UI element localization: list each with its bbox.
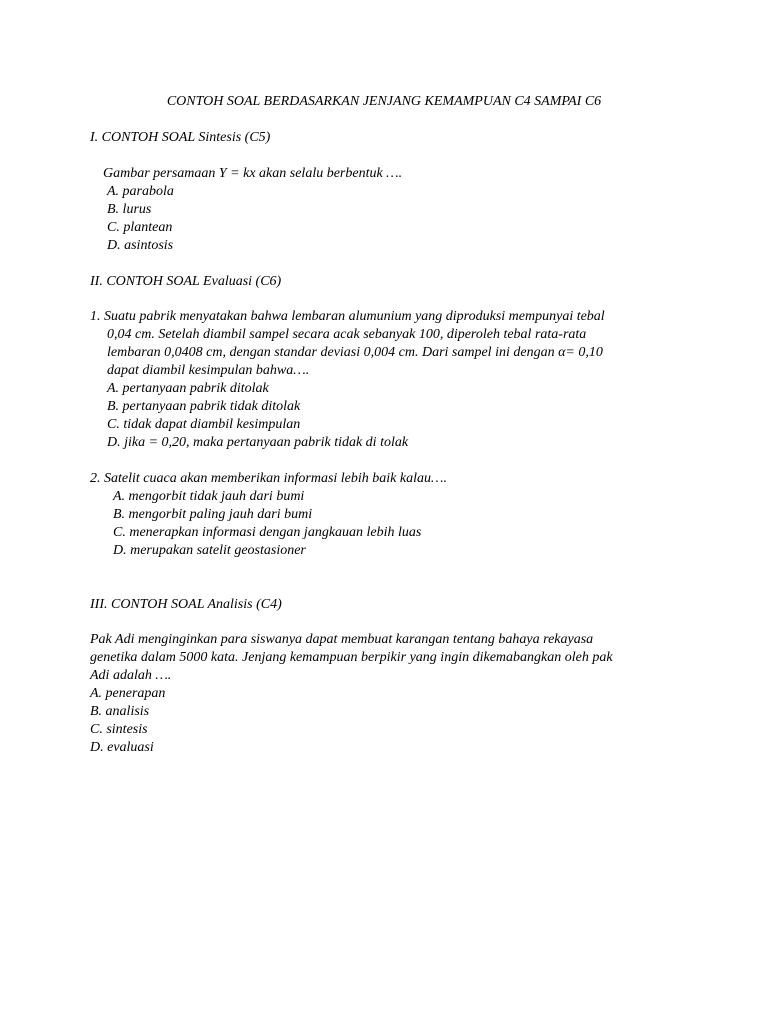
answer-option: B. analisis — [90, 704, 150, 719]
section-heading-analisis: III. CONTOH SOAL Analisis (C4) — [90, 597, 282, 612]
answer-option: D. asintosis — [107, 238, 174, 253]
answer-option: A. parabola — [107, 184, 174, 199]
question-text: 2. Satelit cuaca akan memberikan informasi lebih baik kalau…. — [90, 471, 447, 486]
answer-option: B. mengorbit paling jauh dari bumi — [113, 507, 313, 522]
question-text: dapat diambil kesimpulan bahwa…. — [107, 363, 310, 378]
answer-option: B. pertanyaan pabrik tidak ditolak — [107, 399, 301, 414]
answer-option: D. jika = 0,20, maka pertanyaan pabrik tidak di tolak — [107, 435, 409, 450]
document-title: CONTOH SOAL BERDASARKAN JENJANG KEMAMPUAN C4 SAMPAI C6 — [166, 94, 602, 109]
answer-option: C. sintesis — [90, 722, 148, 737]
question-text: Adi adalah …. — [90, 668, 172, 683]
section-heading-evaluasi: II. CONTOH SOAL Evaluasi (C6) — [90, 274, 282, 289]
answer-option: C. plantean — [107, 220, 173, 235]
question-text: Gambar persamaan Y = kx akan selalu berbentuk …. — [103, 166, 403, 181]
question-text: 1. Suatu pabrik menyatakan bahwa lembaran alumunium yang diproduksi mempunyai tebal — [90, 309, 605, 324]
question-text: genetika dalam 5000 kata. Jenjang kemampuan berpikir yang ingin dikemabangkan oleh pak — [90, 650, 613, 665]
answer-option: B. lurus — [107, 202, 152, 217]
answer-option: A. penerapan — [90, 686, 166, 701]
answer-option: C. menerapkan informasi dengan jangkauan lebih luas — [113, 525, 422, 540]
question-text: 0,04 cm. Setelah diambil sampel secara acak sebanyak 100, diperoleh tebal rata-rata — [107, 327, 587, 342]
answer-option: A. pertanyaan pabrik ditolak — [107, 381, 269, 396]
answer-option: C. tidak dapat diambil kesimpulan — [107, 417, 301, 432]
answer-option: A. mengorbit tidak jauh dari bumi — [113, 489, 305, 504]
section-heading-sintesis: I. CONTOH SOAL Sintesis (C5) — [90, 130, 271, 145]
question-text: Pak Adi menginginkan para siswanya dapat membuat karangan tentang bahaya rekayasa — [90, 632, 594, 647]
question-text: lembaran 0,0408 cm, dengan standar deviasi 0,004 cm. Dari sampel ini dengan α= 0,10 — [107, 345, 603, 360]
answer-option: D. merupakan satelit geostasioner — [113, 543, 306, 558]
answer-option: D. evaluasi — [90, 740, 154, 755]
